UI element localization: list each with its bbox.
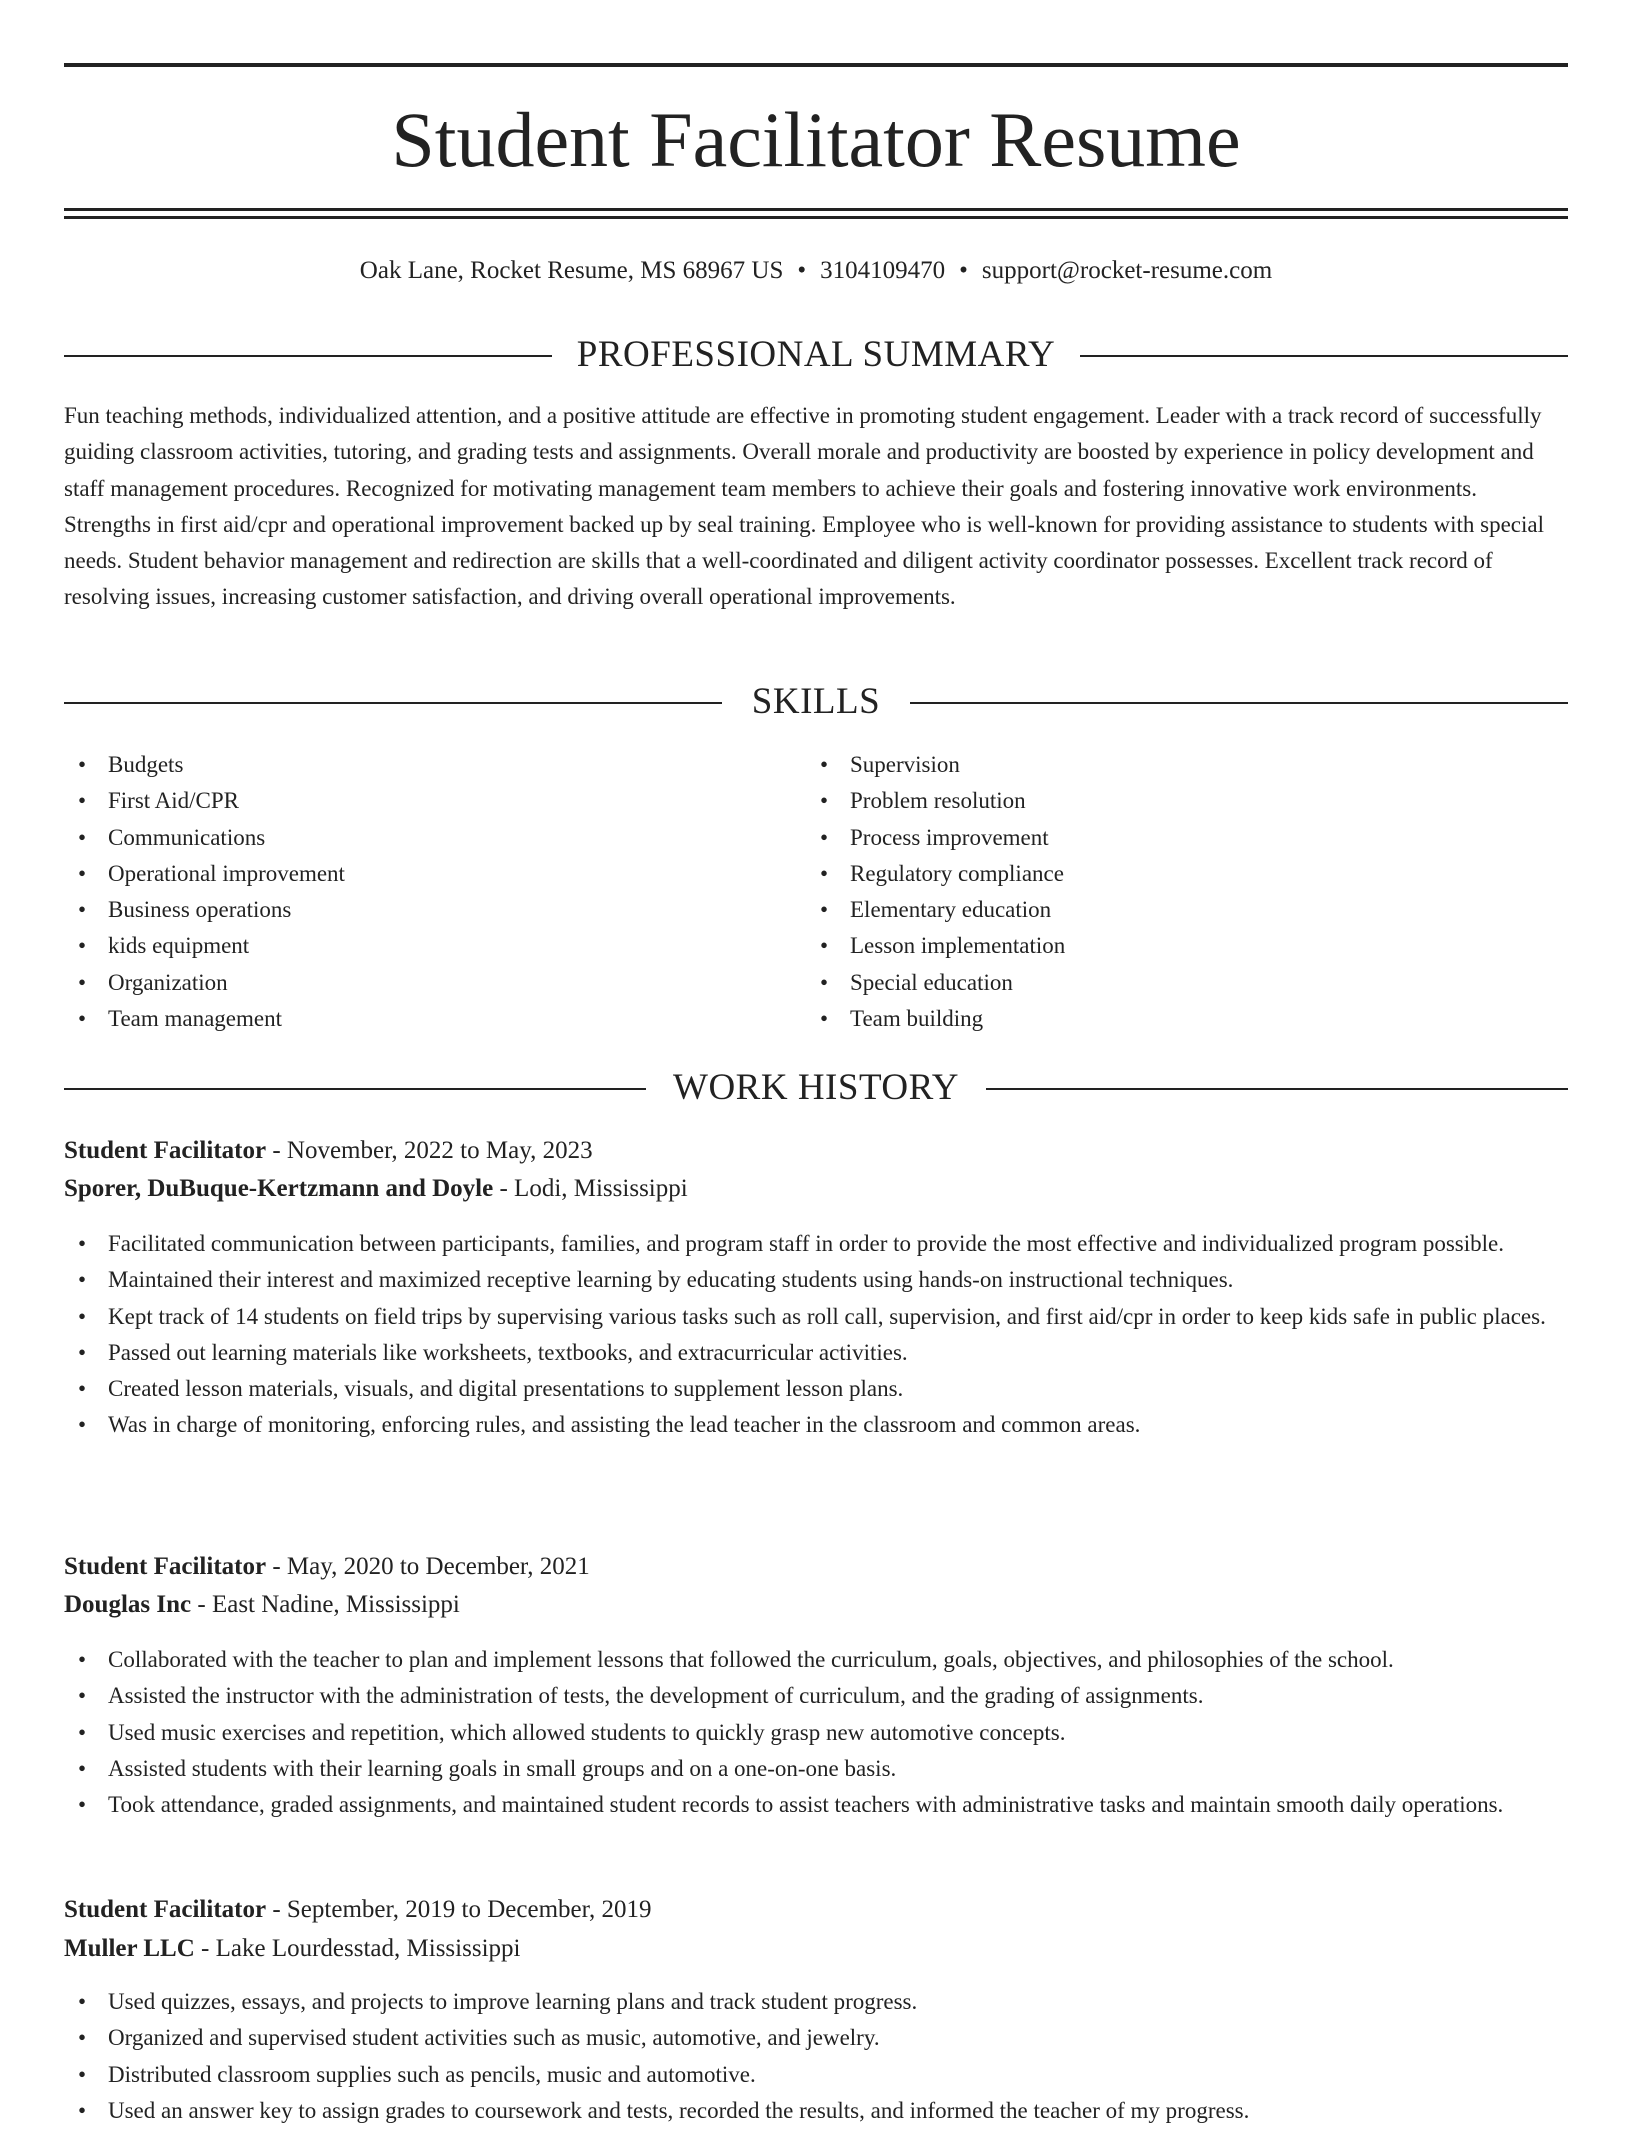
list-item: • Distributed classroom supplies such as pencils, music and automotive. <box>64 2057 1568 2093</box>
skill-item: • Team building <box>806 1001 1546 1037</box>
skill-item: • Regulatory compliance <box>806 856 1546 892</box>
top-rule <box>64 63 1568 67</box>
skills-list-right <box>806 747 1546 1037</box>
job-location: - Lodi, Mississippi <box>493 1175 688 1202</box>
job-bullets <box>64 1642 1568 1823</box>
job-location: - Lake Lourdesstad, Mississippi <box>194 1935 521 1962</box>
skill-item: • First Aid/CPR <box>64 783 804 819</box>
job-bullets <box>64 1226 1568 1444</box>
skill-item: • Lesson implementation <box>806 928 1546 964</box>
job-heading <box>64 1891 1568 1929</box>
professional-summary-text: Fun teaching methods, individualized attention, and a positive attitude are effective in promoting student engagement. Leader with a track record of successfully guiding classroom activities, tutoring, and grading tests and assignments. Overall morale and productivity are boosted by experience in policy development and staff management procedures. Recognized for motivating management team members to achieve their goals and fostering innovative work environments. Strengths in first aid/cpr and operational improvement backed up by seal training. Employee who is well-known for providing assistance to students with special needs. Student behavior management and redirection are skills that a well-coordinated and diligent activity coordinator possesses. Excellent track record of resolving issues, increasing customer satisfaction, and driving overall operational improvements. <box>64 403 1544 610</box>
skill-item: • Business operations <box>64 892 804 928</box>
job-title: Student Facilitator <box>64 1896 267 1923</box>
job-employer <box>64 1586 1568 1624</box>
contact-phone: 3104109470 <box>820 257 946 284</box>
skill-item: • Special education <box>806 965 1546 1001</box>
list-item: • Used music exercises and repetition, which allowed students to quickly grasp new automotive concepts. <box>64 1715 1568 1751</box>
section-heading-summary <box>64 330 1568 380</box>
company-name: Muller LLC <box>64 1935 195 1962</box>
job-heading <box>64 1132 1568 1170</box>
page-title: Student Facilitator Resume <box>391 96 1241 183</box>
job-dates: - September, 2019 to December, 2019 <box>266 1896 652 1923</box>
skills-list-left <box>64 747 804 1037</box>
company-name: Douglas Inc <box>64 1591 192 1618</box>
skill-item: • Operational improvement <box>64 856 804 892</box>
skill-item: • kids equipment <box>64 928 804 964</box>
skill-item: • Organization <box>64 965 804 1001</box>
skill-item: • Elementary education <box>806 892 1546 928</box>
contact-separator: • <box>797 257 807 284</box>
skill-item: • Budgets <box>64 747 804 783</box>
skill-item: • Supervision <box>806 747 1546 783</box>
job-title: Student Facilitator <box>64 1137 267 1164</box>
list-item: • Assisted students with their learning goals in small groups and on a one-on-one basis. <box>64 1751 1568 1787</box>
job-employer <box>64 1170 1568 1208</box>
list-item: • Assisted the instructor with the administration of tests, the development of curriculum, and the grading of assignments. <box>64 1678 1568 1714</box>
section-heading-work-history <box>64 1063 1568 1113</box>
list-item: • Organized and supervised student activities such as music, automotive, and jewelry. <box>64 2020 1568 2056</box>
contact-separator: • <box>959 257 968 284</box>
list-item: • Took attendance, graded assignments, and maintained student records to assist teachers with administrative tasks and maintain smooth daily operations. <box>64 1787 1568 1823</box>
list-item: • Kept track of 14 students on field trips by supervising various tasks such as roll call, supervision, and first aid/cpr in order to keep kids safe in public places. <box>64 1299 1568 1335</box>
skill-item: • Problem resolution <box>806 783 1546 819</box>
job-dates: - May, 2020 to December, 2021 <box>266 1553 590 1580</box>
section-title: SKILLS <box>751 681 881 722</box>
list-item: • Used quizzes, essays, and projects to improve learning plans and track student progress. <box>64 1984 1568 2020</box>
list-item: • Used an answer key to assign grades to coursework and tests, recorded the results, and informed the teacher of my progress. <box>64 2093 1568 2129</box>
company-name: Sporer, DuBuque-Kertzmann and Doyle <box>64 1175 494 1202</box>
list-item: • Passed out learning materials like worksheets, textbooks, and extracurricular activities. <box>64 1335 1568 1371</box>
contact-line <box>64 253 1568 289</box>
job-employer <box>64 1930 1568 1968</box>
title-rule-lower <box>64 216 1568 219</box>
list-item: • Was in charge of monitoring, enforcing rules, and assisting the lead teacher in the classroom and common areas. <box>64 1407 1568 1443</box>
section-heading-skills <box>64 677 1568 727</box>
skill-item: • Process improvement <box>806 820 1546 856</box>
section-title: PROFESSIONAL SUMMARY <box>576 334 1056 375</box>
job-dates: - November, 2022 to May, 2023 <box>266 1137 593 1164</box>
list-item: • Facilitated communication between participants, families, and program staff in order to provide the most effective and individualized program possible. <box>64 1226 1568 1262</box>
skill-item: • Team management <box>64 1001 804 1037</box>
section-title: WORK HISTORY <box>673 1067 959 1108</box>
title-rule-upper <box>64 208 1568 211</box>
list-item: • Collaborated with the teacher to plan and implement lessons that followed the curriculum, goals, objectives, and philosophies of the school. <box>64 1642 1568 1678</box>
contact-email[interactable]: support@rocket-resume.com <box>981 257 1273 284</box>
job-title: Student Facilitator <box>64 1553 267 1580</box>
job-bullets <box>64 1984 1568 2129</box>
job-location: - East Nadine, Mississippi <box>191 1591 460 1618</box>
contact-address: Oak Lane, Rocket Resume, MS 68967 US <box>359 257 784 284</box>
list-item: • Maintained their interest and maximized receptive learning by educating students using hands-on instructional techniques. <box>64 1262 1568 1298</box>
list-item: • Created lesson materials, visuals, and digital presentations to supplement lesson plans. <box>64 1371 1568 1407</box>
job-heading <box>64 1548 1568 1586</box>
skill-item: • Communications <box>64 820 804 856</box>
